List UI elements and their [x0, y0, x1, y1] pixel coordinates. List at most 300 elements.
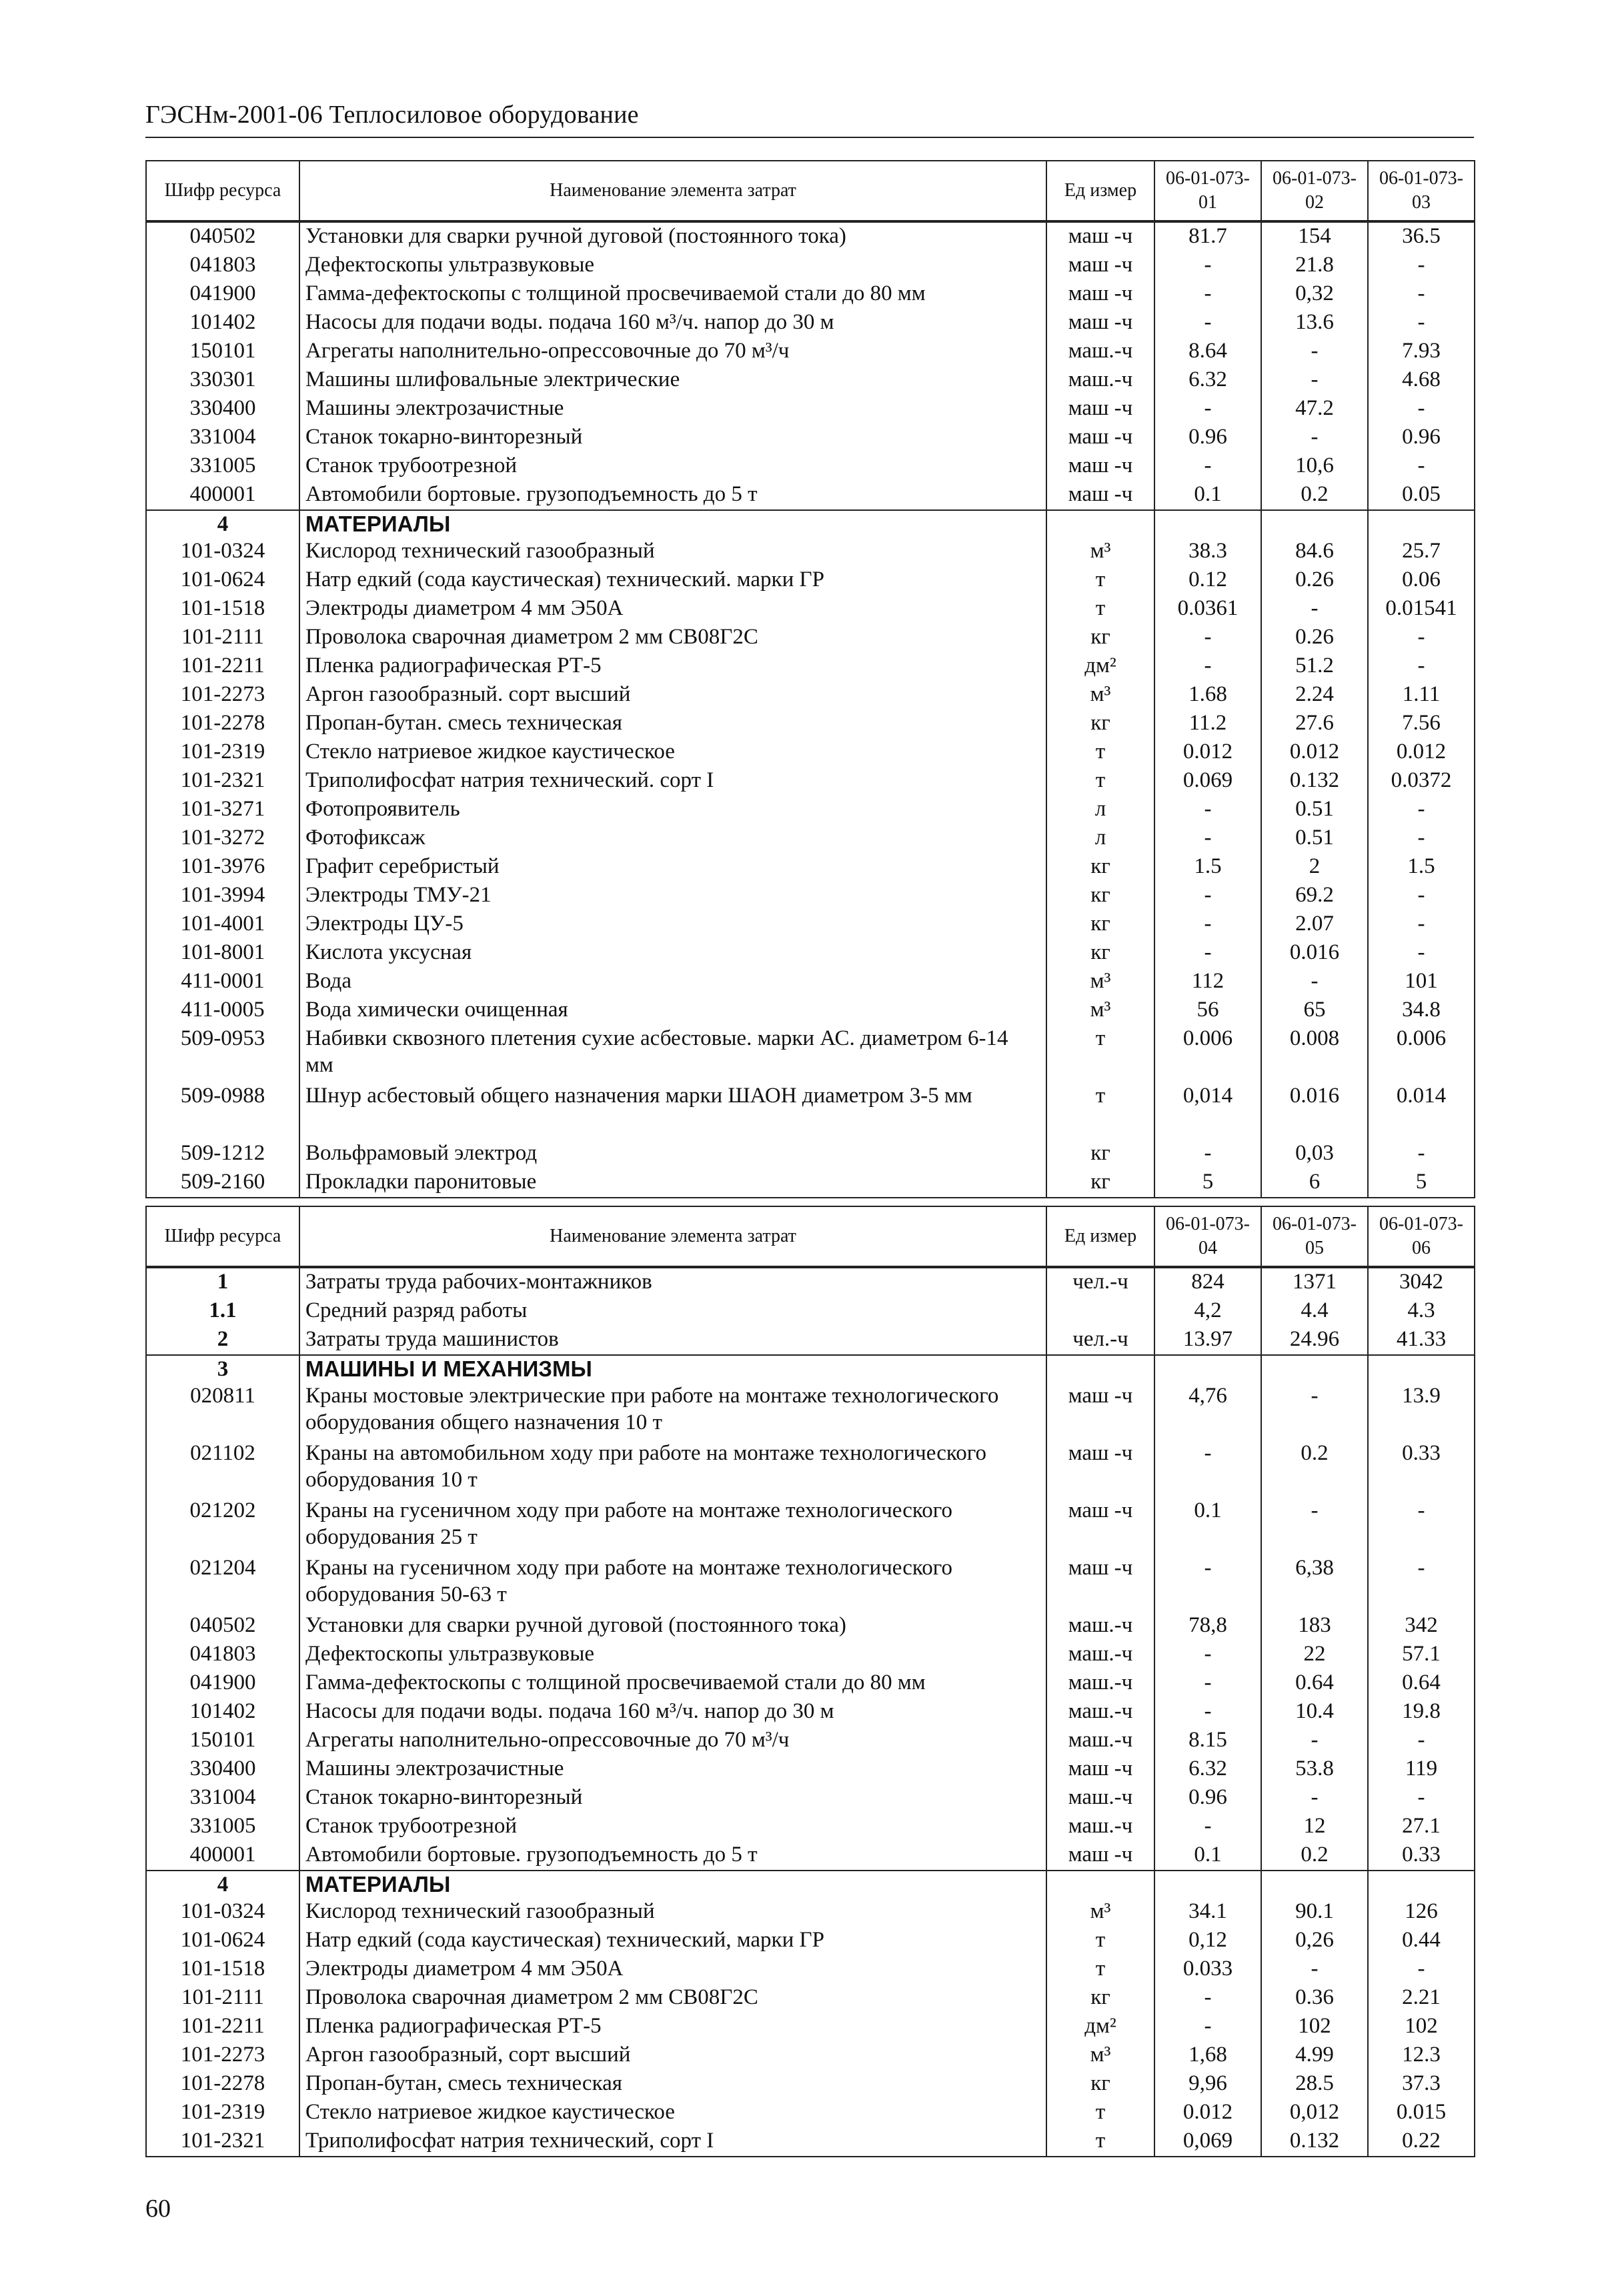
resource-value-2: 1371: [1261, 1267, 1368, 1297]
resource-value-3: 0.015: [1368, 2099, 1475, 2127]
resource-value-1: 0.033: [1154, 1955, 1261, 1984]
resource-value-2: 47.2: [1261, 395, 1368, 423]
col-header-name: Наименование элемента затрат: [299, 1206, 1046, 1267]
resource-name: Пленка радиографическая РТ-5: [299, 652, 1046, 681]
resource-unit: чел.-ч: [1046, 1267, 1154, 1297]
resource-value-3: 41.33: [1368, 1326, 1475, 1355]
resource-value-3: 57.1: [1368, 1640, 1475, 1669]
resource-value-1: 13.97: [1154, 1326, 1261, 1355]
table-row: [146, 2099, 1475, 2127]
resource-value-2: 0,32: [1261, 280, 1368, 309]
page-number: 60: [145, 2195, 171, 2223]
resource-value-2: 0.26: [1261, 566, 1368, 595]
table-row: [146, 2127, 1475, 2157]
table-row: [146, 968, 1475, 996]
resource-value-3: -: [1368, 910, 1475, 939]
resource-name: Краны на гусеничном ходу при работе на монтаже технологического оборудования 25 т: [299, 1497, 1046, 1554]
resource-value-1: -: [1154, 1669, 1261, 1698]
resource-value-3: 0.01541: [1368, 595, 1475, 624]
resource-value-1: -: [1154, 395, 1261, 423]
table-row: [146, 1267, 1475, 1297]
resource-value-3: -: [1368, 652, 1475, 681]
resource-unit: м³: [1046, 996, 1154, 1025]
resource-unit: т: [1046, 1927, 1154, 1955]
resource-value-1: 0,12: [1154, 1927, 1261, 1955]
resource-code: 101-2321: [146, 767, 299, 796]
section-row: [146, 1355, 1475, 1382]
resource-value-1: 0.96: [1154, 1784, 1261, 1813]
resource-code: 101-0624: [146, 566, 299, 595]
resource-value-3: -: [1368, 624, 1475, 652]
table-row: [146, 1727, 1475, 1755]
table-row: [146, 395, 1475, 423]
resource-value-3: 5: [1368, 1168, 1475, 1198]
resource-unit: т: [1046, 738, 1154, 767]
resource-code: 101-3994: [146, 882, 299, 910]
resource-value-3: -: [1368, 824, 1475, 853]
resource-name: Краны мостовые электрические при работе на монтаже технологического оборудования общего назначения 10 т: [299, 1382, 1046, 1440]
resource-name: Вода: [299, 968, 1046, 996]
resource-value-3: 0.006: [1368, 1025, 1475, 1082]
resource-value-2: 10,6: [1261, 452, 1368, 481]
resource-value-3: -: [1368, 1727, 1475, 1755]
resource-unit: м³: [1046, 1898, 1154, 1927]
col-header-value-2: 06-01-073-02: [1261, 161, 1368, 221]
resource-value-1: -: [1154, 2013, 1261, 2041]
resource-value-2: 0.012: [1261, 738, 1368, 767]
resource-code: 041803: [146, 1640, 299, 1669]
resource-value-3: -: [1368, 452, 1475, 481]
col-header-name: Наименование элемента затрат: [299, 161, 1046, 221]
table-row: [146, 566, 1475, 595]
table-row: [146, 1755, 1475, 1784]
resource-value-3: -: [1368, 395, 1475, 423]
resource-value-1: 5: [1154, 1168, 1261, 1198]
resource-unit: т: [1046, 566, 1154, 595]
resource-value-1: 1,68: [1154, 2041, 1261, 2070]
resource-code: 101-2321: [146, 2127, 299, 2157]
resource-unit: маш -ч: [1046, 1841, 1154, 1871]
resource-table-1: [145, 160, 1475, 1198]
table-row: [146, 1297, 1475, 1326]
resource-value-2: -: [1261, 1727, 1368, 1755]
resource-unit: т: [1046, 595, 1154, 624]
resource-name: Триполифосфат натрия технический. сорт I: [299, 767, 1046, 796]
resource-value-1: 56: [1154, 996, 1261, 1025]
resource-value-1: 6.32: [1154, 366, 1261, 395]
table-row: [146, 1554, 1475, 1612]
resource-value-3: -: [1368, 280, 1475, 309]
resource-name: Средний разряд работы: [299, 1297, 1046, 1326]
resource-value-1: 0.006: [1154, 1025, 1261, 1082]
resource-value-3: 1.11: [1368, 681, 1475, 710]
resource-value-3: 0.44: [1368, 1927, 1475, 1955]
resource-unit: т: [1046, 1082, 1154, 1140]
resource-code: 331004: [146, 1784, 299, 1813]
table-row: [146, 423, 1475, 452]
table-row: [146, 1612, 1475, 1640]
resource-unit: кг: [1046, 853, 1154, 882]
resource-value-3: -: [1368, 939, 1475, 968]
resource-value-2: 90.1: [1261, 1898, 1368, 1927]
resource-value-1: -: [1154, 1640, 1261, 1669]
resource-value-1: 4,76: [1154, 1382, 1261, 1440]
resource-value-3: 13.9: [1368, 1382, 1475, 1440]
resource-value-2: 0.016: [1261, 1082, 1368, 1140]
section-title: МАТЕРИАЛЫ: [299, 510, 1046, 537]
resource-unit: маш -ч: [1046, 1497, 1154, 1554]
section-row: [146, 510, 1475, 537]
resource-name: Проволока сварочная диаметром 2 мм СВ08Г2С: [299, 624, 1046, 652]
resource-code: 101-2273: [146, 681, 299, 710]
resource-value-3: 12.3: [1368, 2041, 1475, 2070]
resource-name: Машины электрозачистные: [299, 395, 1046, 423]
resource-code: 101-4001: [146, 910, 299, 939]
resource-code: 101-2273: [146, 2041, 299, 2070]
resource-value-2: 4.99: [1261, 2041, 1368, 2070]
resource-code: 101-3272: [146, 824, 299, 853]
table-row: [146, 1841, 1475, 1871]
resource-unit: кг: [1046, 1140, 1154, 1168]
resource-name: Станок токарно-винторезный: [299, 1784, 1046, 1813]
resource-value-2: 4.4: [1261, 1297, 1368, 1326]
table-row: [146, 710, 1475, 738]
resource-value-1: 0.96: [1154, 423, 1261, 452]
resource-value-3: 1.5: [1368, 853, 1475, 882]
table-row: [146, 1698, 1475, 1727]
col-header-value-3: 06-01-073-06: [1368, 1206, 1475, 1267]
resource-code: 101-2111: [146, 624, 299, 652]
resource-name: Пропан-бутан. смесь техническая: [299, 710, 1046, 738]
resource-value-2: 0,012: [1261, 2099, 1368, 2127]
resource-value-1: -: [1154, 624, 1261, 652]
resource-code: 021202: [146, 1497, 299, 1554]
table-row: [146, 452, 1475, 481]
resource-code: 040502: [146, 1612, 299, 1640]
resource-name: Кислород технический газообразный: [299, 1898, 1046, 1927]
resource-value-2: 13.6: [1261, 309, 1368, 337]
table-row: [146, 882, 1475, 910]
resource-name: Краны на автомобильном ходу при работе на монтаже технологического оборудования 10 т: [299, 1440, 1046, 1497]
resource-code: 400001: [146, 481, 299, 510]
resource-name: Установки для сварки ручной дуговой (постоянного тока): [299, 1612, 1046, 1640]
resource-unit: маш -ч: [1046, 423, 1154, 452]
resource-value-1: -: [1154, 1554, 1261, 1612]
resource-code: 101402: [146, 309, 299, 337]
resource-value-1: 0.012: [1154, 2099, 1261, 2127]
table-row: [146, 366, 1475, 395]
resource-code: 1: [146, 1267, 299, 1297]
resource-name: Насосы для подачи воды. подача 160 м³/ч. напор до 30 м: [299, 309, 1046, 337]
resource-value-2: 102: [1261, 2013, 1368, 2041]
page-title: ГЭСНм-2001-06 Теплосиловое оборудование: [145, 101, 639, 129]
resource-value-2: 69.2: [1261, 882, 1368, 910]
resource-name: Вольфрамовый электрод: [299, 1140, 1046, 1168]
resource-value-3: 27.1: [1368, 1813, 1475, 1841]
resource-value-1: 81.7: [1154, 221, 1261, 251]
resource-value-2: 0.51: [1261, 796, 1368, 824]
resource-value-1: 1.68: [1154, 681, 1261, 710]
resource-name: Пленка радиографическая РТ-5: [299, 2013, 1046, 2041]
resource-unit: маш -ч: [1046, 309, 1154, 337]
resource-value-3: 3042: [1368, 1267, 1475, 1297]
resource-value-2: 21.8: [1261, 251, 1368, 280]
resource-unit: м³: [1046, 537, 1154, 566]
resource-value-1: 0,014: [1154, 1082, 1261, 1140]
table-row: [146, 1025, 1475, 1082]
resource-value-3: 119: [1368, 1755, 1475, 1784]
resource-value-1: -: [1154, 882, 1261, 910]
resource-unit: маш -ч: [1046, 1440, 1154, 1497]
resource-value-3: -: [1368, 1140, 1475, 1168]
resource-value-1: 4,2: [1154, 1297, 1261, 1326]
resource-name: Автомобили бортовые. грузоподъемность до 5 т: [299, 1841, 1046, 1871]
resource-value-1: -: [1154, 251, 1261, 280]
resource-value-2: 0.132: [1261, 2127, 1368, 2157]
resource-name: Триполифосфат натрия технический, сорт I: [299, 2127, 1046, 2157]
resource-value-2: 24.96: [1261, 1326, 1368, 1355]
resource-name: Фотопроявитель: [299, 796, 1046, 824]
resource-value-1: -: [1154, 910, 1261, 939]
resource-value-2: 0.2: [1261, 1841, 1368, 1871]
resource-value-1: 0.0361: [1154, 595, 1261, 624]
resource-value-2: 51.2: [1261, 652, 1368, 681]
resource-unit: кг: [1046, 710, 1154, 738]
resource-code: 101-2278: [146, 710, 299, 738]
resource-value-1: 0,069: [1154, 2127, 1261, 2157]
resource-value-2: 0,26: [1261, 1927, 1368, 1955]
resource-value-2: 0.016: [1261, 939, 1368, 968]
resource-value-1: 8.64: [1154, 337, 1261, 366]
resource-unit: дм²: [1046, 2013, 1154, 2041]
table-header-row: [146, 161, 1475, 221]
resource-value-2: -: [1261, 1497, 1368, 1554]
table-row: [146, 939, 1475, 968]
resource-value-3: 0.96: [1368, 423, 1475, 452]
resource-value-1: -: [1154, 824, 1261, 853]
section-code: 3: [146, 1355, 299, 1382]
resource-unit: л: [1046, 796, 1154, 824]
resource-unit: м³: [1046, 2041, 1154, 2070]
col-header-unit: Ед измер: [1046, 161, 1154, 221]
resource-name: Прокладки паронитовые: [299, 1168, 1046, 1198]
resource-value-3: 7.56: [1368, 710, 1475, 738]
resource-unit: м³: [1046, 968, 1154, 996]
resource-value-1: -: [1154, 1440, 1261, 1497]
table-row: [146, 767, 1475, 796]
resource-code: 041900: [146, 1669, 299, 1698]
resource-name: Машины шлифовальные электрические: [299, 366, 1046, 395]
resource-unit: маш.-ч: [1046, 366, 1154, 395]
resource-unit: кг: [1046, 1168, 1154, 1198]
resource-code: 101-0324: [146, 1898, 299, 1927]
resource-value-2: 0,03: [1261, 1140, 1368, 1168]
table-row: [146, 1168, 1475, 1198]
table-row: [146, 1813, 1475, 1841]
resource-value-2: 0.26: [1261, 624, 1368, 652]
resource-name: Электроды ЦУ-5: [299, 910, 1046, 939]
resource-code: 021102: [146, 1440, 299, 1497]
resource-code: 509-0953: [146, 1025, 299, 1082]
resource-value-2: 0.132: [1261, 767, 1368, 796]
resource-name: Натр едкий (сода каустическая) технический, марки ГР: [299, 1927, 1046, 1955]
resource-value-3: 4.3: [1368, 1297, 1475, 1326]
resource-unit: т: [1046, 1025, 1154, 1082]
section-row: [146, 1871, 1475, 1898]
resource-name: Кислород технический газообразный: [299, 537, 1046, 566]
resource-unit: [1046, 1297, 1154, 1326]
header-rule: [145, 137, 1474, 138]
table-row: [146, 537, 1475, 566]
table-row: [146, 1082, 1475, 1140]
resource-unit: т: [1046, 2127, 1154, 2157]
resource-table-2: [145, 1206, 1475, 2157]
resource-unit: маш -ч: [1046, 395, 1154, 423]
resource-value-1: -: [1154, 939, 1261, 968]
resource-value-1: 0.1: [1154, 481, 1261, 510]
resource-value-2: 10.4: [1261, 1698, 1368, 1727]
col-header-code: Шифр ресурса: [146, 161, 299, 221]
resource-unit: маш -ч: [1046, 1755, 1154, 1784]
resource-value-2: -: [1261, 1784, 1368, 1813]
section-title: МАШИНЫ И МЕХАНИЗМЫ: [299, 1355, 1046, 1382]
resource-value-1: 0.12: [1154, 566, 1261, 595]
resource-value-2: 0.64: [1261, 1669, 1368, 1698]
resource-value-1: -: [1154, 1813, 1261, 1841]
resource-value-2: -: [1261, 1955, 1368, 1984]
resource-name: Насосы для подачи воды. подача 160 м³/ч. напор до 30 м: [299, 1698, 1046, 1727]
resource-unit: кг: [1046, 2070, 1154, 2099]
resource-value-2: 2.07: [1261, 910, 1368, 939]
resource-name: Стекло натриевое жидкое каустическое: [299, 2099, 1046, 2127]
col-header-value-1: 06-01-073-01: [1154, 161, 1261, 221]
table-row: [146, 1669, 1475, 1698]
resource-value-1: 824: [1154, 1267, 1261, 1297]
resource-code: 1.1: [146, 1297, 299, 1326]
resource-name: Шнур асбестовый общего назначения марки ШАОН диаметром 3-5 мм: [299, 1082, 1046, 1140]
resource-value-2: 22: [1261, 1640, 1368, 1669]
resource-code: 041900: [146, 280, 299, 309]
resource-name: Агрегаты наполнительно-опрессовочные до 70 м³/ч: [299, 337, 1046, 366]
resource-unit: маш.-ч: [1046, 1612, 1154, 1640]
table-row: [146, 2041, 1475, 2070]
resource-code: 041803: [146, 251, 299, 280]
resource-value-3: -: [1368, 1497, 1475, 1554]
resource-value-2: 0.2: [1261, 481, 1368, 510]
resource-unit: кг: [1046, 939, 1154, 968]
resource-value-2: -: [1261, 337, 1368, 366]
resource-name: Фотофиксаж: [299, 824, 1046, 853]
table-header-row: [146, 1206, 1475, 1267]
resource-unit: маш -ч: [1046, 481, 1154, 510]
resource-code: 509-2160: [146, 1168, 299, 1198]
resource-value-3: 0.22: [1368, 2127, 1475, 2157]
resource-unit: дм²: [1046, 652, 1154, 681]
resource-value-3: 19.8: [1368, 1698, 1475, 1727]
resource-code: 509-1212: [146, 1140, 299, 1168]
resource-value-1: -: [1154, 1984, 1261, 2013]
resource-name: Затраты труда рабочих-монтажников: [299, 1267, 1046, 1297]
resource-name: Натр едкий (сода каустическая) технический. марки ГР: [299, 566, 1046, 595]
resource-unit: кг: [1046, 910, 1154, 939]
resource-code: 101-2211: [146, 652, 299, 681]
resource-value-1: 0.1: [1154, 1841, 1261, 1871]
col-header-unit: Ед измер: [1046, 1206, 1154, 1267]
resource-value-1: 0.069: [1154, 767, 1261, 796]
resource-code: 330400: [146, 395, 299, 423]
resource-value-1: 11.2: [1154, 710, 1261, 738]
table-row: [146, 853, 1475, 882]
resource-code: 101-2278: [146, 2070, 299, 2099]
resource-value-2: -: [1261, 366, 1368, 395]
table-row: [146, 1140, 1475, 1168]
resource-code: 330400: [146, 1755, 299, 1784]
resource-value-2: -: [1261, 595, 1368, 624]
resource-unit: маш -ч: [1046, 452, 1154, 481]
col-header-value-2: 06-01-073-05: [1261, 1206, 1368, 1267]
resource-code: 101-0624: [146, 1927, 299, 1955]
table-row: [146, 1382, 1475, 1440]
resource-code: 020811: [146, 1382, 299, 1440]
section-title: МАТЕРИАЛЫ: [299, 1871, 1046, 1898]
resource-name: Дефектоскопы ультразвуковые: [299, 251, 1046, 280]
resource-value-3: 2.21: [1368, 1984, 1475, 2013]
table-row: [146, 280, 1475, 309]
resource-unit: чел.-ч: [1046, 1326, 1154, 1355]
resource-value-1: 34.1: [1154, 1898, 1261, 1927]
resource-name: Аргон газообразный. сорт высший: [299, 681, 1046, 710]
resource-code: 150101: [146, 1727, 299, 1755]
resource-code: 101-1518: [146, 595, 299, 624]
table-row: [146, 681, 1475, 710]
table-row: [146, 2013, 1475, 2041]
resource-unit: кг: [1046, 882, 1154, 910]
table-row: [146, 910, 1475, 939]
resource-unit: маш -ч: [1046, 1554, 1154, 1612]
resource-code: 101-3271: [146, 796, 299, 824]
resource-value-3: -: [1368, 309, 1475, 337]
resource-name: Проволока сварочная диаметром 2 мм СВ08Г2С: [299, 1984, 1046, 2013]
resource-unit: кг: [1046, 1984, 1154, 2013]
resource-value-2: 2.24: [1261, 681, 1368, 710]
resource-unit: маш.-ч: [1046, 1727, 1154, 1755]
resource-value-3: -: [1368, 1955, 1475, 1984]
resource-name: Гамма-дефектоскопы с толщиной просвечиваемой стали до 80 мм: [299, 1669, 1046, 1698]
resource-value-3: 0.05: [1368, 481, 1475, 510]
table-row: [146, 1440, 1475, 1497]
resource-name: Затраты труда машинистов: [299, 1326, 1046, 1355]
table-row: [146, 1927, 1475, 1955]
table-row: [146, 624, 1475, 652]
resource-value-3: -: [1368, 1554, 1475, 1612]
resource-value-2: -: [1261, 1382, 1368, 1440]
resource-value-3: 7.93: [1368, 337, 1475, 366]
resource-name: Электроды ТМУ-21: [299, 882, 1046, 910]
table-row: [146, 1326, 1475, 1355]
resource-value-3: -: [1368, 796, 1475, 824]
resource-name: Станок трубоотрезной: [299, 1813, 1046, 1841]
resource-value-2: 183: [1261, 1612, 1368, 1640]
resource-value-3: 36.5: [1368, 221, 1475, 251]
resource-name: Станок трубоотрезной: [299, 452, 1046, 481]
resource-value-3: 25.7: [1368, 537, 1475, 566]
resource-value-3: -: [1368, 882, 1475, 910]
resource-value-2: 27.6: [1261, 710, 1368, 738]
resource-code: 2: [146, 1326, 299, 1355]
resource-value-1: -: [1154, 796, 1261, 824]
resource-code: 331005: [146, 452, 299, 481]
resource-value-3: 102: [1368, 2013, 1475, 2041]
